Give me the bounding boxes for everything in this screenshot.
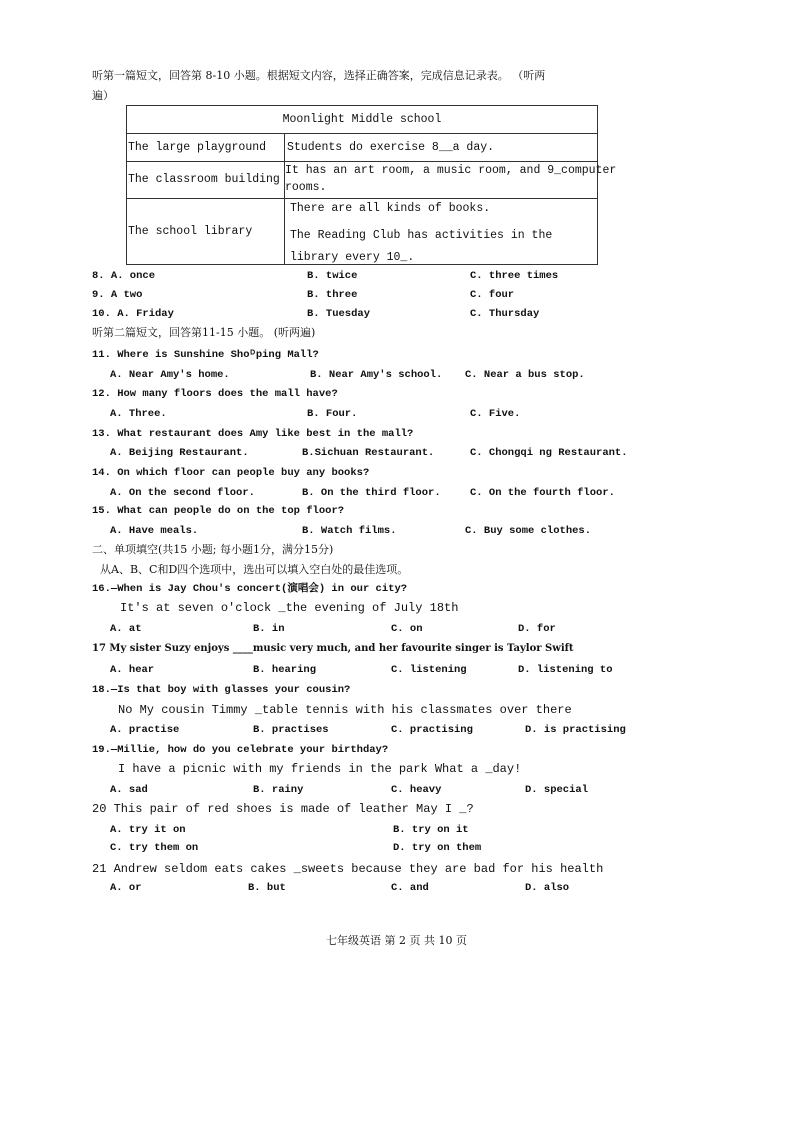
info-table — [126, 105, 617, 265]
q20-option-c: C. try them on — [110, 842, 199, 854]
q21-option-d: D. also — [525, 882, 570, 894]
q15-option-b: B. Watch films. — [302, 525, 397, 537]
q19-option-c: C. heavy — [391, 784, 442, 796]
table-row-divider-1 — [127, 133, 597, 134]
q9-option-c: C. four — [470, 289, 515, 301]
q8-option-c: C. three times — [470, 270, 559, 282]
q21-option-b: B. but — [248, 882, 286, 894]
section2-intro: 听第二篇短文，回答第11-15 小题。 (听两遍) — [92, 326, 316, 339]
table-row-label: The classroom building — [128, 173, 280, 186]
q16-stem: 16.—When is Jay Chou's concert(演唱会) in our city? — [92, 583, 408, 595]
table-title: Moonlight Middle school — [282, 113, 442, 126]
table-row-value: library every 10_. — [290, 251, 415, 264]
part2-instructions: 从A、B、C和D四个选项中，选出可以填入空白处的最佳选项。 — [100, 563, 409, 576]
q13-option-a: A. Beijing Restaurant. — [110, 447, 249, 459]
q12-stem: 12. How many floors does the mall have? — [92, 388, 338, 400]
q14-option-a: A. On the second floor. — [110, 487, 255, 499]
q17-option-c: C. listening — [391, 664, 467, 676]
q17-option-b: B. hearing — [253, 664, 317, 676]
table-row-value: rooms. — [285, 181, 327, 194]
q17-stem: 17 My sister Suzy enjoys ____music very much, and her favourite singer is Taylor Swift — [92, 643, 574, 654]
table-row-divider-2 — [127, 161, 597, 162]
q21-option-a: A. or — [110, 882, 142, 894]
q20-option-a: A. try it on — [110, 824, 186, 836]
page-footer: 七年级英语 第 2 页 共 10 页 — [326, 934, 467, 947]
q16-option-c: C. on — [391, 623, 423, 635]
table-row-divider-3 — [127, 198, 597, 199]
q19-answer-line: I have a picnic with my friends in the park What a _day! — [118, 762, 522, 776]
q10-option-c: C. Thursday — [470, 308, 540, 320]
q8-option-b: B. twice — [307, 270, 358, 282]
q11-option-a: A. Near Amy's home. — [110, 369, 230, 381]
q21-stem: 21 Andrew seldom eats cakes _sweets because they are bad for his health — [92, 862, 604, 876]
table-row-label: The large playground — [128, 141, 267, 154]
q19-option-d: D. special — [525, 784, 589, 796]
q20-option-d: D. try on them — [393, 842, 482, 854]
q20-option-b: B. try on it — [393, 824, 469, 836]
table-row-value: There are all kinds of books. — [290, 202, 491, 215]
table-row-value: The Reading Club has activities in the — [290, 229, 553, 242]
section-intro-line1: 听第一篇短文，回答第 8-10 小题。根据短文内容，选择正确答案，完成信息记录表。 （听两 — [92, 69, 546, 82]
q12-option-a: A. Three. — [110, 408, 167, 420]
q8-option-a: 8. A. once — [92, 270, 156, 282]
q14-option-b: B. On the third floor. — [302, 487, 441, 499]
q18-option-a: A. practise — [110, 724, 180, 736]
q18-answer-line: No My cousin Timmy _table tennis with his classmates over there — [118, 703, 572, 717]
q11-option-c: C. Near a bus stop. — [465, 369, 585, 381]
q15-option-c: C. Buy some clothes. — [465, 525, 592, 537]
q19-option-a: A. sad — [110, 784, 148, 796]
table-row-value: Students do exercise 8__a day. — [287, 141, 495, 154]
q15-option-a: A. Have meals. — [110, 525, 199, 537]
q11-stem: 11. Where is Sunshine Shoᴰping Mall? — [92, 349, 319, 361]
q13-stem: 13. What restaurant does Amy like best in the mall? — [92, 428, 414, 440]
q13-option-b: B.Sichuan Restaurant. — [302, 447, 435, 459]
q11-option-b: B. Near Amy's school. — [310, 369, 443, 381]
section-intro-line2: 遍） — [92, 89, 114, 102]
q19-stem: 19.—Millie, how do you celebrate your birthday? — [92, 744, 389, 756]
q14-stem: 14. On which floor can people buy any books? — [92, 467, 370, 479]
q10-option-a: 10. A. Friday — [92, 308, 174, 320]
q20-stem: 20 This pair of red shoes is made of leather May I _? — [92, 802, 474, 816]
q12-option-c: C. Five. — [470, 408, 521, 420]
q13-option-c: C. Chongqi ng Restaurant. — [470, 447, 628, 459]
q14-option-c: C. On the fourth floor. — [470, 487, 615, 499]
q19-option-b: B. rainy — [253, 784, 304, 796]
q9-option-b: B. three — [307, 289, 358, 301]
q17-option-a: A. hear — [110, 664, 155, 676]
q17-option-d: D. listening to — [518, 664, 613, 676]
q16-option-b: B. in — [253, 623, 285, 635]
q12-option-b: B. Four. — [307, 408, 358, 420]
q16-answer-line: It's at seven o'clock _the evening of July 18th — [120, 601, 459, 615]
q9-option-a: 9. A two — [92, 289, 143, 301]
part2-title: 二、单项填空(共15 小题; 每小题1分，满分15分) — [92, 543, 334, 556]
q16-option-a: A. at — [110, 623, 142, 635]
q21-option-c: C. and — [391, 882, 429, 894]
q10-option-b: B. Tuesday — [307, 308, 371, 320]
table-row-label: The school library — [128, 225, 253, 238]
q18-option-b: B. practises — [253, 724, 329, 736]
q18-option-c: C. practising — [391, 724, 473, 736]
table-row-value: It has an art room, a music room, and 9_computer — [285, 164, 617, 177]
table-column-divider — [284, 133, 285, 264]
q15-stem: 15. What can people do on the top floor? — [92, 505, 345, 517]
q18-option-d: D. is practising — [525, 724, 626, 736]
q18-stem: 18.—Is that boy with glasses your cousin? — [92, 684, 351, 696]
q16-option-d: D. for — [518, 623, 556, 635]
